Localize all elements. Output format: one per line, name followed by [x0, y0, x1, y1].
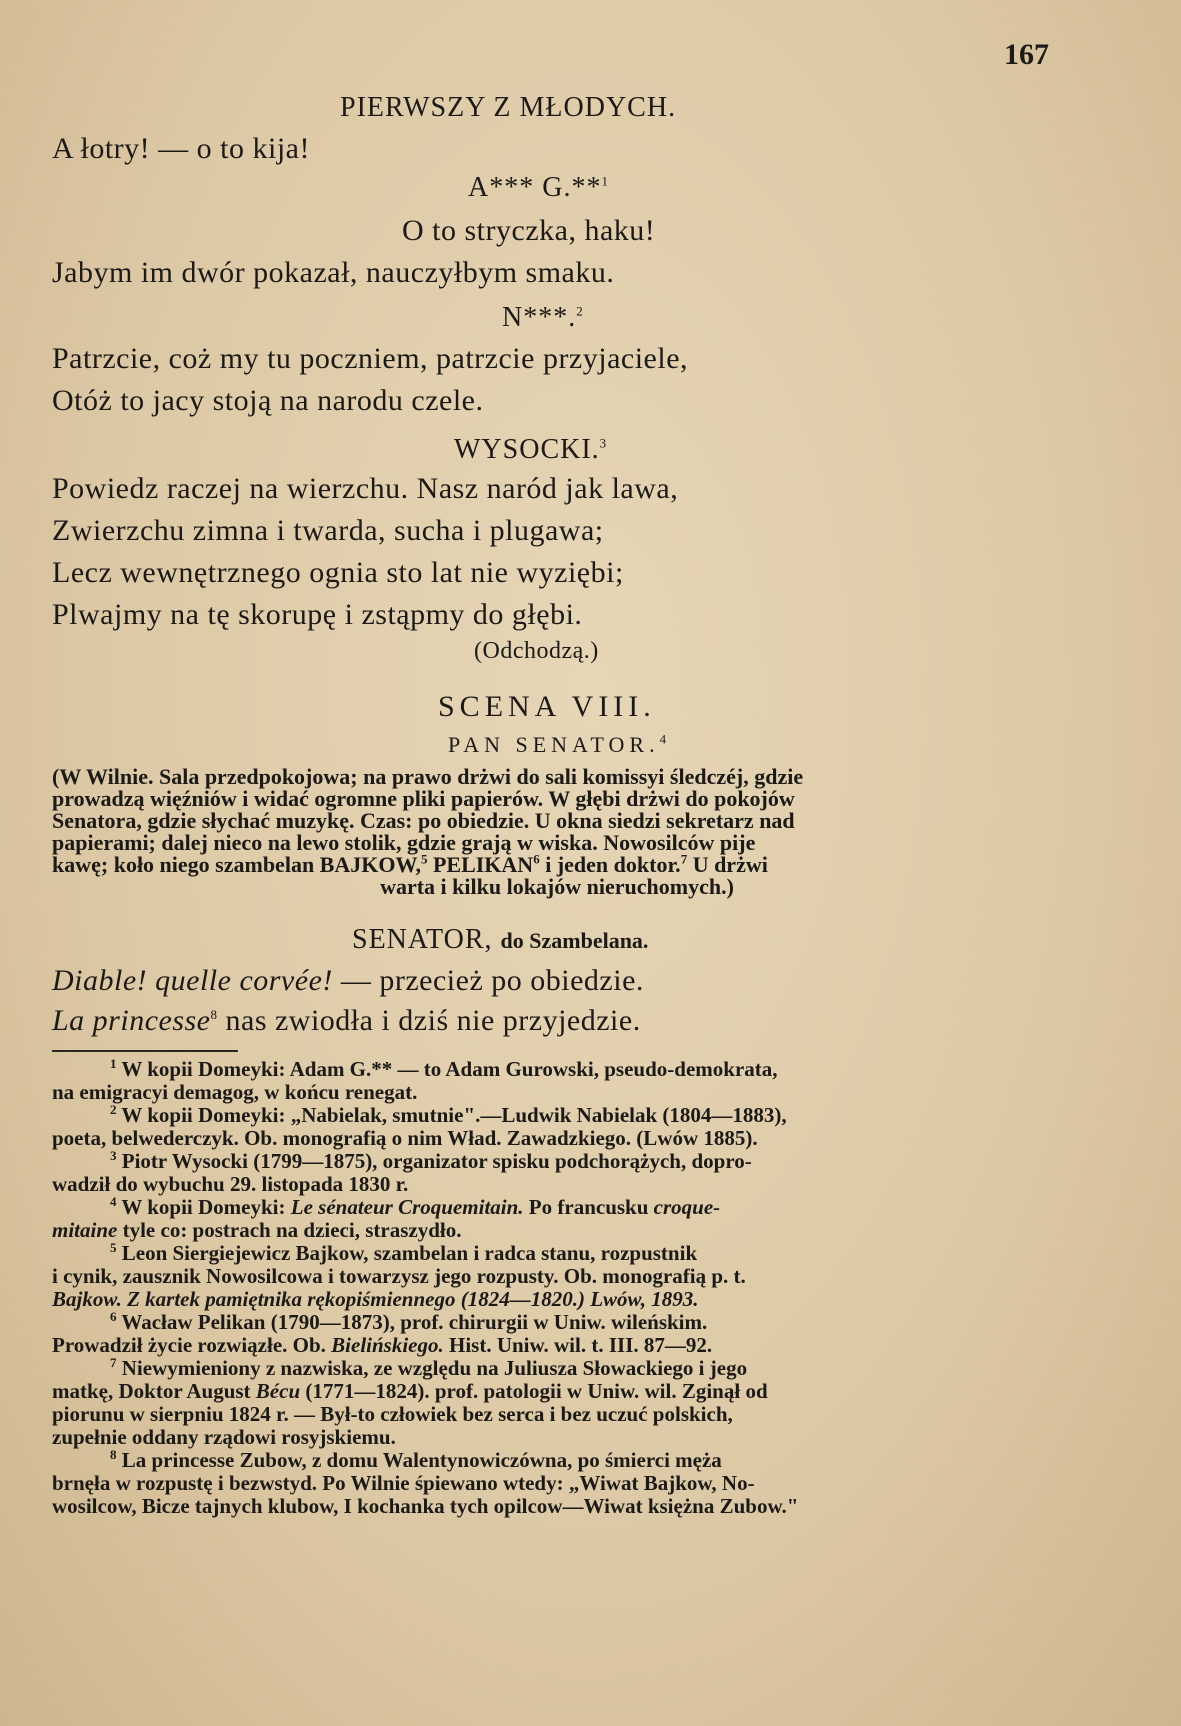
footnote-6: $^6$ Wacław Pelikan (1790—1873), prof. chirurgii w Uniw. wileńskim. [110, 1309, 708, 1334]
speaker-a-g: A*** G.**$^1$ [468, 172, 609, 203]
footnote-4: $^4$ W kopii Domeyki: Le sénateur Croquemitain. Po francusku croque- [110, 1194, 721, 1219]
verse-line: Lecz wewnętrznego ognia sto lat nie wyziębi; [52, 556, 624, 589]
verse-line: Otóż to jacy stoją na narodu czele. [52, 384, 484, 417]
scene-subtitle: PAN SENATOR.$^4$ [448, 731, 672, 757]
footnotes: $^1$ W kopii Domeyki: Adam G.** — to Adam Gurowski, pseudo-demokrata, na emigracyi demagog, w końcu renegat. $^2$ W kopii Domeyki: „Nabielak, smutnie".—Ludwik Nabielak (1804—1883), poeta, belwederczyk. Ob. monografią o nim Wład. Zawadzkiego. (Lwów 1885). $^3$ Piotr Wysocki (1799—1875), organizator spisku podchorążych, dopro- wadził do wybuchu 29. listopada 1830 r. $^4$ W kopii Domeyki: Le sénateur Croquemitain. Po francusku croque- mitaine tyle co: postrach na dzieci, straszydło. $^5$ Leon Siergiejewicz Bajkow, szambelan i radca stanu, rozpustnik i cynik, zausznik Nowosilcowa i towarzysz jego rozpusty. Ob. monografią p. t. Bajkow. Z kartek pamiętnika rękopiśmiennego (1824—1820.) Lwów, 1893. $^6$ Wacław Pelikan (1790—1873), prof. chirurgii w Uniw. wileńskim. Prowadził życie rozwiązłe. Ob. Bielińskiego. Hist. Uniw. wil. t. III. 87—92. $^7$ Niewymieniony z nazwiska, ze względu na Juliusza Słowackiego i jego matkę, Doktor August Bécu (1771—1824). prof. patologii w Uniw. wil. Zginął od piorunu w sierpniu 1824 r. — Był-to człowiek bez serca i bez uczuć polskich, zupełnie oddany rządowi rosyjskiemu. $^8$ La princesse Zubow, z domu Walentynowiczówna, po śmierci męża brnęła w rozpustę i bezwstyd. Po Wilnie śpiewano wtedy: „Wiwat Bajkow, No- wosilcow, Bicze tajnych klubow, I kochanka tych opilcow—Wiwat księżna Zubow." [52, 1058, 1064, 1518]
verse-line: La princesse$^8$ nas zwiodła i dziś nie przyjedzie. [52, 1004, 641, 1037]
verse-line: Diable! quelle corvée! — przecież po obiedzie. [52, 964, 644, 997]
verse-line: Zwierzchu zimna i twarda, sucha i plugawa; [52, 514, 604, 547]
footnote-1: $^1$ W kopii Domeyki: Adam G.** — to Adam Gurowski, pseudo-demokrata, [110, 1056, 778, 1081]
verse-line: Plwajmy na tę skorupę i zstąpmy do głębi. [52, 598, 583, 631]
speaker-pierwszy-z-mlodych: PIERWSZY Z MŁODYCH. [340, 92, 677, 123]
footnote-8: $^8$ La princesse Zubow, z domu Walentynowiczówna, po śmierci męża [110, 1447, 722, 1472]
footnote-5: $^5$ Leon Siergiejewicz Bajkow, szambelan i radca stanu, rozpustnik [110, 1240, 698, 1265]
scene-title: SCENA VIII. [438, 690, 656, 723]
footnote-7: $^7$ Niewymieniony z nazwiska, ze względu na Juliusza Słowackiego i jego [110, 1355, 748, 1380]
speaker-wysocki: WYSOCKI.$^3$ [454, 434, 608, 465]
footnote-divider [52, 1050, 238, 1052]
verse-line: A łotry! — o to kija! [52, 132, 310, 165]
stage-direction: (Odchodzą.) [474, 638, 599, 664]
scene-description: (W Wilnie. Sala przedpokojowa; na prawo drżwi do sali komissyi śledczéj, gdzie prowadzą więźniów i widać ogromne pliki papierów. W głębi drżwi do pokojów Senatora, gdzie słychać muzykę. Czas: po obiedzie. U okna siedzi sekretarz nad papierami; dalej nieco na lewo stolik, gdzie grają w wiska. Nowosilców pije kawę; koło niego szambelan BAJKOW,$^5$ PELIKAN$^6$ i jeden doktor.$^7$ U drżwi warta i kilku lokajów nieruchomych.) [52, 764, 804, 899]
verse-line: O to stryczka, haku! [402, 214, 656, 247]
speaker-senator: SENATOR, do Szambelana. [352, 924, 649, 955]
page-number: 167 [1004, 38, 1049, 71]
footnote-3: $^3$ Piotr Wysocki (1799—1875), organizator spisku podchorążych, dopro- [110, 1148, 752, 1173]
speaker-n: N***.$^2$ [502, 302, 584, 333]
verse-line: Patrzcie, coż my tu poczniem, patrzcie przyjaciele, [52, 342, 689, 375]
verse-line: Powiedz raczej na wierzchu. Nasz naród jak lawa, [52, 472, 679, 505]
footnote-2: $^2$ W kopii Domeyki: „Nabielak, smutnie".—Ludwik Nabielak (1804—1883), [110, 1102, 787, 1127]
verse-line: Jabym im dwór pokazał, nauczyłbym smaku. [52, 256, 615, 289]
